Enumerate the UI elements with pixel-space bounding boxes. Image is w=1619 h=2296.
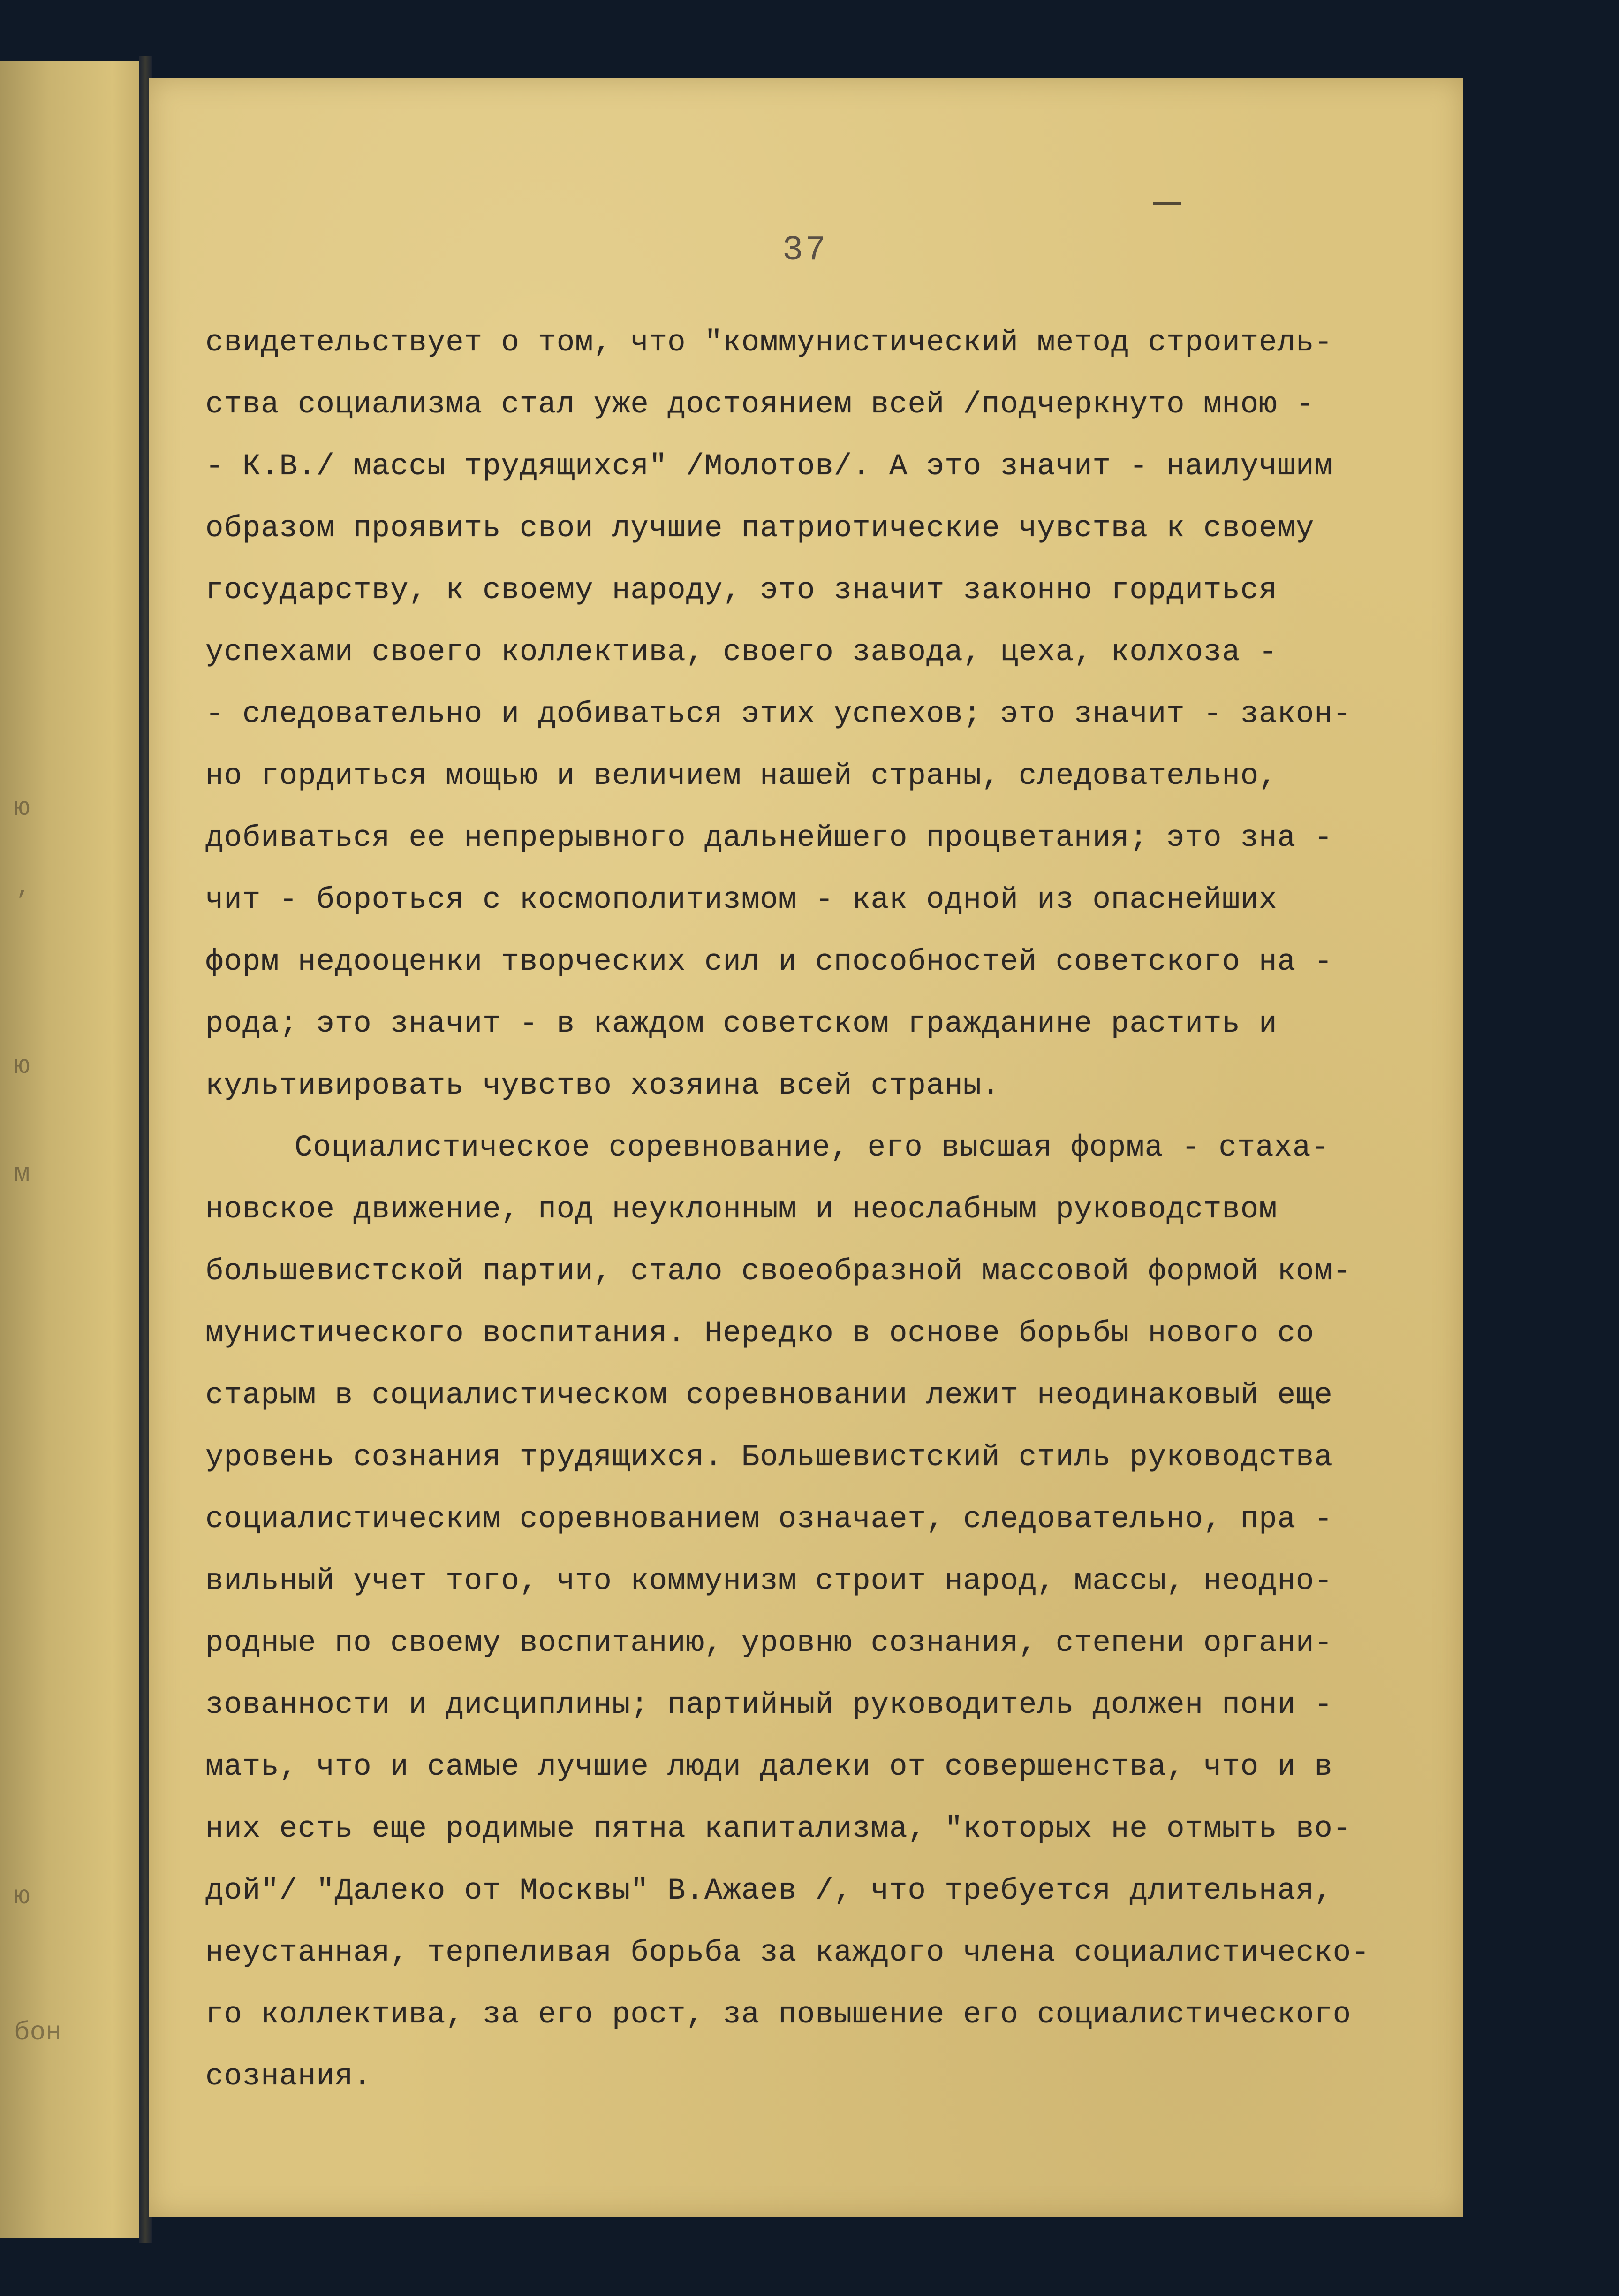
left-page-edge	[0, 61, 141, 2238]
left-page-fragment: м	[14, 1159, 30, 1189]
left-page-fragment: ’	[14, 887, 30, 917]
text-line: большевистской партии, стало своеобразной массовой формой ком-	[205, 1255, 1352, 1289]
text-line: - следовательно и добиваться этих успехов; это значит - закон-	[205, 698, 1352, 731]
text-line: - К.В./ массы трудящихся" /Молотов/. А это значит - наилучшим	[205, 450, 1333, 484]
text-line: образом проявить свои лучшие патриотические чувства к своему	[205, 512, 1315, 546]
text-line: успехами своего коллектива, своего завода, цеха, колхоза -	[205, 636, 1278, 669]
text-line: Социалистическое соревнование, его высшая форма - стаха-	[295, 1131, 1330, 1165]
text-line: новское движение, под неуклонным и неослабным руководством	[205, 1193, 1278, 1227]
left-page-fragment: ю	[14, 1051, 30, 1081]
page-number: 37	[782, 231, 828, 270]
text-line: неустанная, терпеливая борьба за каждого члена социалистическо-	[205, 1936, 1370, 1970]
text-line: ства социализма стал уже достоянием всей /подчеркнуто мною -	[205, 388, 1315, 422]
text-line: старым в социалистическом соревновании лежит неодинаковый еще	[205, 1379, 1333, 1413]
left-page-fragment: ю	[14, 1881, 30, 1911]
text-line: свидетельствует о том, что "коммунистический метод строитель-	[205, 326, 1333, 360]
left-page-fragment: ю	[14, 793, 30, 823]
text-line: форм недооценки творческих сил и способностей советского на -	[205, 945, 1333, 979]
text-line: го коллектива, за его рост, за повышение его социалистического	[205, 1998, 1352, 2032]
left-page-fragment: бон	[14, 2017, 61, 2047]
text-line: социалистическим соревнованием означает, следовательно, пра -	[205, 1503, 1333, 1536]
text-line: уровень сознания трудящихся. Большевистский стиль руководства	[205, 1441, 1333, 1475]
text-line: родные по своему воспитанию, уровню сознания, степени органи-	[205, 1627, 1333, 1660]
text-line: государству, к своему народу, это значит законно гордиться	[205, 574, 1278, 608]
text-line: мать, что и самые лучшие люди далеки от совершенства, что и в	[205, 1750, 1333, 1784]
text-line: но гордиться мощью и величием нашей страны, следовательно,	[205, 760, 1278, 793]
text-line: рода; это значит - в каждом советском гражданине растить и	[205, 1007, 1278, 1041]
text-line: мунистического воспитания. Нередко в основе борьбы нового со	[205, 1317, 1315, 1351]
text-line: культивировать чувство хозяина всей страны.	[205, 1069, 1000, 1103]
text-line: дой"/ "Далеко от Москвы" В.Ажаев /, что требуется длительная,	[205, 1874, 1333, 1908]
text-line: добиваться ее непрерывного дальнейшего процветания; это зна -	[205, 821, 1333, 855]
text-line: сознания.	[205, 2060, 372, 2094]
dash-mark	[1153, 202, 1181, 205]
document-page	[149, 78, 1463, 2217]
text-line: чит - бороться с космополитизмом - как одной из опаснейших	[205, 883, 1278, 917]
text-line: вильный учет того, что коммунизм строит народ, массы, неодно-	[205, 1565, 1333, 1598]
text-line: зованности и дисциплины; партийный руководитель должен пони -	[205, 1688, 1333, 1722]
text-line: них есть еще родимые пятна капитализма, "которых не отмыть во-	[205, 1812, 1352, 1846]
